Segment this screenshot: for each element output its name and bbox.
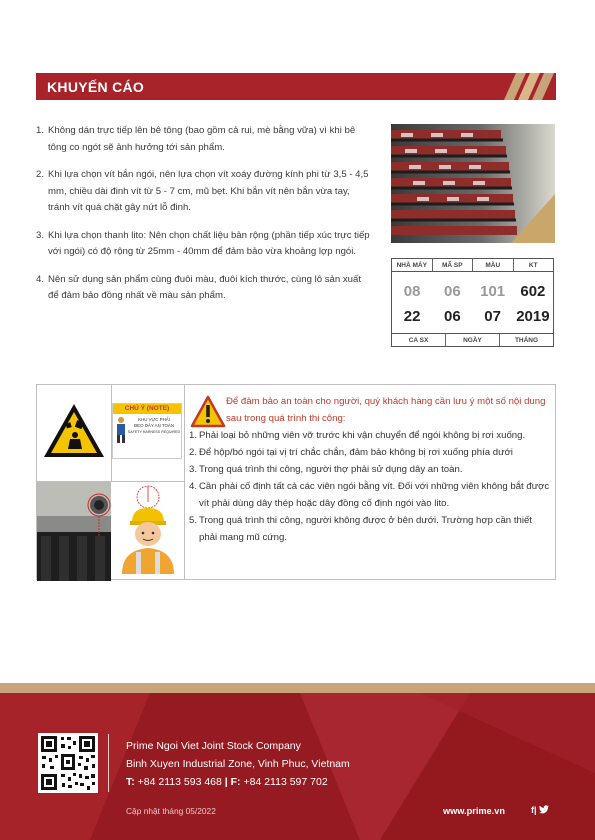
update-date: Cập nhật tháng 05/2022 [126, 806, 216, 816]
footer-shift: CA SX [392, 334, 446, 346]
list-item: 2. Khi lựa chọn vít bắn ngói, nên lựa chọn vít xoáy đường kính phi từ 3,5 - 4,5 mm, chiều dài đinh vít từ 5 - 7 cm, mũ bẹt. Khi bắn vít nên bắn vừa tay, tránh vít quá chặt gây nứt lỗ đinh. [36, 169, 369, 213]
qr-code-icon[interactable] [38, 733, 98, 793]
company-address: Binh Xuyen Industrial Zone, Vinh Phuc, Vietnam [126, 758, 350, 770]
list-item: 4. Nên sử dụng sản phẩm cùng đuôi màu, đuôi kích thước, cùng lô sản xuất để đảm bảo đồng nhất về màu sản phẩm. [36, 273, 361, 301]
header-color: MÀU [473, 259, 514, 271]
code-row-1: 08 06 101 602 [403, 283, 546, 300]
code-table-header [392, 259, 553, 272]
company-name: Prime Ngoi Viet Joint Stock Company [126, 740, 301, 752]
facebook-icon[interactable]: f| [531, 805, 537, 815]
list-item: 3. Trong quá trình thi công, người thợ phải sử dụng dây an toàn. [189, 464, 463, 475]
safety-instructions [189, 393, 551, 546]
header-stripes-decoration [496, 73, 556, 100]
list-item: 2. Để hộp/bó ngói tại vị trí chắc chắn, đảm bảo không bị rơi xuống phía dưới [189, 447, 513, 458]
tile-screw-photo [37, 482, 111, 581]
footer-gold-line [0, 683, 595, 693]
hard-hat-worker-icon [112, 482, 184, 581]
header-factory: NHÀ MÁY [392, 259, 433, 271]
header-size: KT [528, 262, 538, 269]
twitter-icon[interactable] [539, 805, 549, 814]
safety-harness-note-sign: CHÚ Ý (NOTE) KHU VỰC PHẢI ĐEO DÂY AN TOÀN SAFETY HARNESS REQUIRED [112, 403, 182, 459]
safety-panel [36, 384, 556, 580]
list-item: 1. Phải loại bỏ những viên vỡ trước khi vận chuyển để ngói không bị rơi xuống. [189, 430, 526, 441]
product-code-table [391, 258, 554, 347]
safety-intro: Để đảm bảo an toàn cho người, quý khách hàng cần lưu ý một số nội dung sau trong quá trình thi công: [226, 396, 546, 424]
company-contact: T: +84 2113 593 468 | F: +84 2113 597 702 [126, 776, 328, 788]
falling-object-warning-icon [42, 401, 106, 461]
social-links[interactable] [531, 805, 549, 815]
code-row-2: 22 06 07 2019 [403, 308, 550, 325]
harness-worker-icon [115, 416, 127, 444]
section-header [36, 73, 556, 100]
footer-separator [108, 734, 109, 792]
list-item: 4. Cần phải cố định tất cả các viên ngói bằng vít. Đối với những viên không bắt được vít phải dùng dây thép hoặc dây đồng cố định ngói vào lito. [189, 481, 550, 509]
list-item: 5. Trong quá trình thi công, người không được ở bên dưới. Trường hợp cần thiết phải mang mũ cứng. [189, 515, 532, 543]
recommendations-list [36, 123, 374, 316]
note-sign-title: CHÚ Ý (NOTE) [113, 404, 181, 414]
company-info [126, 737, 350, 791]
footer-month: THÁNG [514, 337, 539, 344]
footer-day: NGÀY [446, 334, 500, 346]
list-item: 1. Không dán trực tiếp lên bê tông (bao gồm cả rui, mè bằng vữa) vì khi bê tông co ngót sẽ ảnh hưởng tới sản phẩm. [36, 125, 356, 153]
tile-stack-photo [391, 124, 555, 243]
section-title: KHUYẾN CÁO [47, 79, 145, 95]
website-link[interactable]: www.prime.vn [443, 806, 505, 816]
list-item: 3. Khi lựa chọn thanh lito: Nên chọn chất liệu bản rộng (phần tiếp xúc trực tiếp với ngói) có độ rộng từ 25mm - 40mm để đảm bảo vừa khoảng lợp ngói. [36, 229, 370, 257]
code-table-footer [392, 333, 553, 346]
header-product-code: MÃ SP [433, 259, 474, 271]
